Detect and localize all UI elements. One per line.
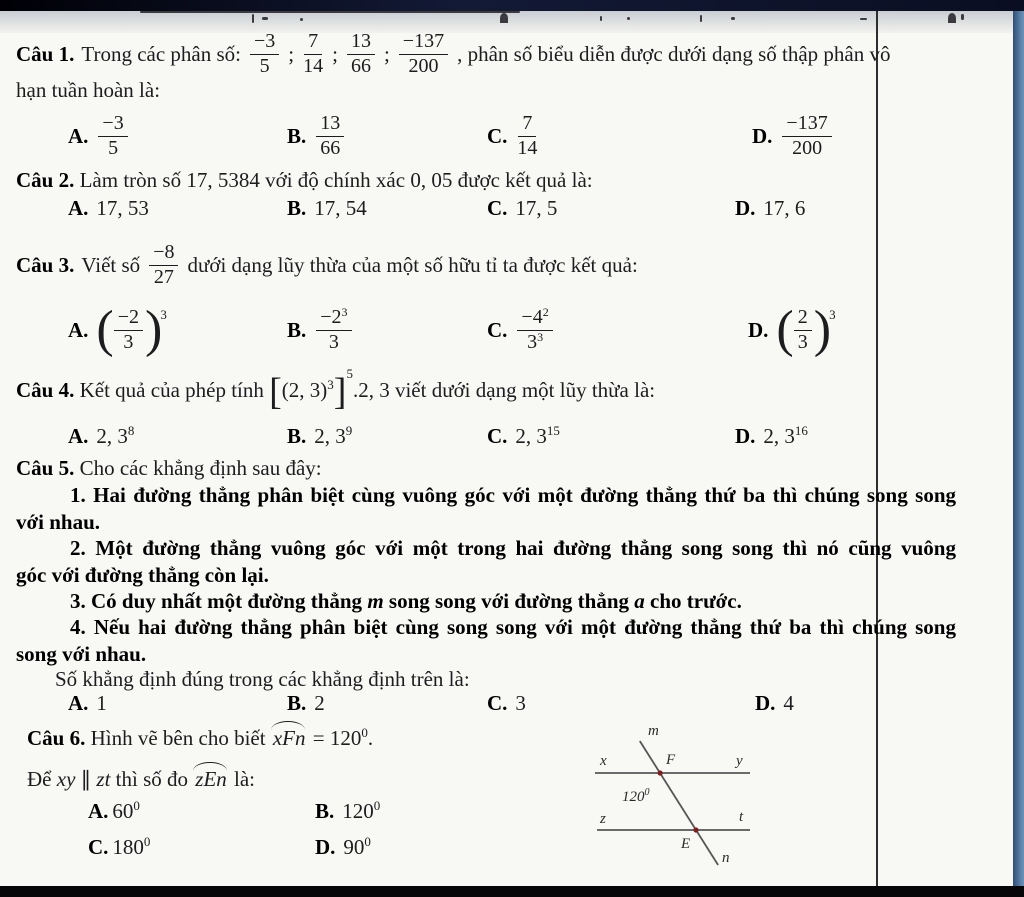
label-angle-120 xyxy=(622,787,650,805)
fraction xyxy=(316,307,351,353)
option-letter: B. xyxy=(287,317,307,342)
fraction-numerator: 7 xyxy=(304,31,322,55)
option-letter: A. xyxy=(68,424,89,448)
angle-notation-xFn: xFn xyxy=(271,723,308,751)
option-letter: A. xyxy=(88,799,109,823)
option-d xyxy=(755,691,794,716)
option-letter: D. xyxy=(735,424,756,448)
option-letter: C. xyxy=(487,196,508,220)
angle-value xyxy=(330,726,368,750)
statement-2-line1: 2. Một đường thẳng vuông góc với một trong hai đường thẳng song song thì nó cũng vuông xyxy=(70,536,956,560)
option-letter: D. xyxy=(315,835,336,859)
question-text: Trong các phân số: xyxy=(81,41,241,66)
fraction-denominator: 14 xyxy=(303,55,324,77)
option-a xyxy=(88,799,140,824)
option-letter: C. xyxy=(487,123,508,148)
question-6-line1 xyxy=(27,723,373,751)
label-n: n xyxy=(722,850,730,866)
crop-fragment xyxy=(731,17,735,20)
label-z: z xyxy=(600,811,606,827)
fraction-denominator: 5 xyxy=(259,55,270,77)
option-letter: D. xyxy=(748,317,769,342)
fraction xyxy=(347,31,375,77)
option-letter: A. xyxy=(68,317,89,342)
bottom-crop-bar xyxy=(0,886,1024,897)
question-1-line2: hạn tuần hoàn là: xyxy=(16,78,161,102)
outer-exponent: 5 xyxy=(346,366,353,381)
statement-4-line2: song với nhau. xyxy=(16,642,147,666)
question-1-line1 xyxy=(16,22,961,86)
option-letter: C. xyxy=(88,835,109,859)
option-c xyxy=(487,424,560,449)
statement-4-line1: 4. Nếu hai đường thẳng phân biệt cùng song song với một đường thẳng thứ ba thì chúng song xyxy=(70,615,956,639)
line-name-zt: zt xyxy=(96,767,111,791)
question-3-line xyxy=(16,236,638,294)
statement-text: song song với đường thẳng xyxy=(388,589,630,613)
question-label: Câu 6. xyxy=(27,726,86,750)
crop-fragment xyxy=(627,17,630,20)
option-letter: C. xyxy=(487,317,508,342)
label-t: t xyxy=(739,809,744,825)
option-b xyxy=(287,691,325,716)
right-edge-strip xyxy=(1013,11,1024,886)
crop-fragment xyxy=(140,11,520,13)
point-F-dot xyxy=(658,770,663,775)
parenthesized-power xyxy=(776,301,836,359)
degree-superscript: 0 xyxy=(143,834,151,849)
parallel-symbol: ∥ xyxy=(80,767,92,791)
option-letter: D. xyxy=(755,691,776,715)
option-value: 4 xyxy=(783,691,794,715)
exponent: 15 xyxy=(546,423,560,438)
fraction-numerator: −3 xyxy=(250,31,279,55)
multiplier: .2, 3 xyxy=(352,378,390,402)
option-d xyxy=(735,196,805,221)
fraction-numerator: 7 xyxy=(518,113,536,137)
exponent: 16 xyxy=(794,423,808,438)
fraction-denominator: 66 xyxy=(350,55,371,77)
question-2-line xyxy=(16,168,593,193)
exponent: 3 xyxy=(537,330,544,344)
option-value: 3 xyxy=(515,691,526,715)
statement-text: cho trước. xyxy=(650,589,742,613)
option-letter: B. xyxy=(287,123,307,148)
option-letter: B. xyxy=(287,196,307,220)
question-label: Câu 1. xyxy=(16,41,75,66)
option-value xyxy=(763,424,808,449)
right-paren: ) xyxy=(145,301,161,359)
exponent: 9 xyxy=(345,423,353,438)
option-letter: A. xyxy=(68,196,89,220)
power-base: 2, 3 xyxy=(314,424,346,448)
label-E: E xyxy=(681,836,691,852)
label-y: y xyxy=(736,753,743,769)
option-b xyxy=(315,799,380,824)
crop-fragment xyxy=(600,16,602,21)
fraction-numerator: −3 xyxy=(98,113,127,137)
separator: ; xyxy=(383,41,390,66)
question-text: Viết số xyxy=(81,252,141,277)
fraction-denominator: 66 xyxy=(320,137,341,159)
statement-1-line2: với nhau. xyxy=(16,510,100,534)
statement-3 xyxy=(70,589,742,614)
period: . xyxy=(367,726,374,750)
line-name-a: a xyxy=(634,589,645,613)
line-name-xy: xy xyxy=(56,767,76,791)
fraction-numerator: 2 xyxy=(794,307,812,331)
exponent: 2 xyxy=(542,305,549,319)
fraction-denominator: 27 xyxy=(153,266,174,288)
fraction-denominator: 5 xyxy=(108,137,119,159)
option-value xyxy=(112,835,150,860)
left-paren: ( xyxy=(96,301,112,359)
fraction xyxy=(782,113,831,159)
numerator-base: −2 xyxy=(320,306,342,328)
fraction-numerator: −137 xyxy=(782,113,831,137)
option-letter: D. xyxy=(735,196,756,220)
question-text: Kết quả của phép tính xyxy=(79,378,264,402)
option-d xyxy=(748,292,836,368)
numerator-base: −4 xyxy=(521,306,543,328)
option-c xyxy=(487,691,526,716)
option-c xyxy=(487,196,557,221)
option-d xyxy=(315,835,371,860)
fraction-denominator: 14 xyxy=(517,137,538,159)
parenthesized-power xyxy=(96,301,167,359)
option-letter: C. xyxy=(487,424,508,448)
question-label: Câu 2. xyxy=(16,168,75,192)
exponent: 3 xyxy=(160,307,167,322)
option-a xyxy=(68,196,149,221)
question-label: Câu 5. xyxy=(16,456,75,480)
right-bracket: ] xyxy=(333,371,347,413)
question-label: Câu 3. xyxy=(16,252,75,277)
degree-superscript: 0 xyxy=(373,798,381,813)
option-d xyxy=(735,424,808,449)
crop-fragment xyxy=(262,17,268,20)
degrees: 180 xyxy=(112,835,144,859)
degree-superscript: 0 xyxy=(364,834,371,849)
exponent: 8 xyxy=(127,423,135,438)
option-letter: C. xyxy=(487,691,508,715)
option-letter: A. xyxy=(68,123,89,148)
option-a xyxy=(68,106,130,166)
fraction-numerator: 13 xyxy=(347,31,375,55)
option-value xyxy=(515,424,560,449)
question-4-line xyxy=(16,366,656,413)
point-E-dot xyxy=(693,827,698,832)
option-letter: B. xyxy=(287,691,307,715)
line-name-m: m xyxy=(367,589,384,613)
question-label: Câu 4. xyxy=(16,378,75,402)
fraction-numerator: −2 xyxy=(114,307,143,331)
option-value: 2 xyxy=(314,691,325,715)
option-value: 17, 53 xyxy=(96,196,149,220)
option-value: 17, 5 xyxy=(515,196,558,220)
option-c xyxy=(487,106,539,166)
degrees: 120 xyxy=(342,799,374,823)
option-letter: B. xyxy=(287,424,307,448)
fraction xyxy=(114,307,143,353)
exponent: 3 xyxy=(341,305,348,319)
fraction-numerator xyxy=(316,307,351,331)
option-a xyxy=(68,292,167,368)
fraction xyxy=(517,307,552,353)
option-value: 17, 54 xyxy=(314,196,367,220)
option-b xyxy=(287,196,367,221)
power-base: 2, 3 xyxy=(96,424,128,448)
fraction xyxy=(316,113,344,159)
fraction xyxy=(303,31,323,77)
question-text: Để xyxy=(27,767,52,791)
power-base: 2, 3 xyxy=(763,424,795,448)
angle-degrees: 120 xyxy=(622,789,645,805)
option-value: 17, 6 xyxy=(763,196,806,220)
fraction xyxy=(517,113,537,159)
exponent: 3 xyxy=(829,307,836,322)
option-value xyxy=(112,799,140,824)
option-c xyxy=(88,835,150,860)
crop-fragment xyxy=(300,18,303,21)
label-m: m xyxy=(648,723,659,739)
question-text: là: xyxy=(234,767,256,791)
question-text: Làm tròn số 17, 5384 với độ chính xác 0, 05 được kết quả là: xyxy=(79,168,593,192)
equals-sign: = xyxy=(312,726,325,750)
fraction xyxy=(250,31,279,77)
statement-2-line2: góc với đường thẳng còn lại. xyxy=(16,563,269,587)
fraction-denominator: 3 xyxy=(797,331,808,353)
separator: ; xyxy=(288,41,295,66)
fraction-denominator: 200 xyxy=(792,137,823,159)
question-text: viết dưới dạng một lũy thừa là: xyxy=(394,378,656,402)
crop-fragment xyxy=(700,15,702,22)
fraction xyxy=(149,242,178,288)
label-F: F xyxy=(666,752,676,768)
separator: ; xyxy=(332,41,338,66)
fraction-denominator: 200 xyxy=(408,55,439,77)
option-c xyxy=(487,292,555,368)
option-value xyxy=(96,424,134,449)
fraction-denominator: 3 xyxy=(123,331,134,353)
question-text: Cho các khẳng định sau đây: xyxy=(79,456,322,480)
question-text: , phân số biểu diễn được dưới dạng số thập phân vô xyxy=(457,41,891,66)
option-letter: D. xyxy=(752,123,773,148)
fraction-numerator: −8 xyxy=(149,242,178,266)
option-value: 1 xyxy=(96,691,107,715)
question-text: thì số đo xyxy=(115,767,189,791)
option-b xyxy=(287,424,352,449)
crop-fragment xyxy=(860,18,867,20)
question-6-line2 xyxy=(27,764,255,792)
degrees: 90 xyxy=(343,835,365,859)
option-d xyxy=(752,106,834,166)
fraction xyxy=(794,307,812,353)
fraction-numerator xyxy=(517,307,552,331)
power-base: 2, 3 xyxy=(515,424,547,448)
statement-text: 3. Có duy nhất một đường thẳng xyxy=(70,589,363,613)
left-paren: ( xyxy=(776,301,792,359)
degree-superscript: 0 xyxy=(361,725,368,740)
right-paren: ) xyxy=(813,301,830,359)
question-5-header xyxy=(16,456,322,481)
crop-fragment xyxy=(961,14,964,20)
geometry-figure xyxy=(578,714,823,886)
fraction-denominator: 3 xyxy=(328,331,339,353)
angle-notation-zEn: zEn xyxy=(193,764,229,792)
option-value xyxy=(342,799,380,824)
fraction xyxy=(399,31,448,77)
transversal-mn xyxy=(640,741,718,865)
question-text: dưới dạng lũy thừa của một số hữu tỉ ta được kết quả: xyxy=(187,252,638,277)
degree-superscript: 0 xyxy=(133,798,140,813)
option-b xyxy=(287,106,346,166)
parallel-lines-diagram xyxy=(578,714,823,886)
option-a xyxy=(68,424,134,449)
fraction-denominator xyxy=(527,331,543,353)
top-crop-bar xyxy=(0,0,1024,11)
option-letter: A. xyxy=(68,691,89,715)
fraction-numerator: −137 xyxy=(399,31,448,55)
option-value xyxy=(314,424,352,449)
question-5-prompt: Số khẳng định đúng trong các khẳng định trên là: xyxy=(55,667,470,691)
fraction-numerator: 13 xyxy=(316,113,344,137)
denominator-base: 3 xyxy=(527,331,538,353)
option-value xyxy=(343,835,371,860)
left-bracket: [ xyxy=(269,371,282,413)
option-a xyxy=(68,691,107,716)
fraction xyxy=(98,113,127,159)
degree-superscript: 0 xyxy=(644,787,650,798)
label-x: x xyxy=(600,753,607,769)
question-text: Hình vẽ bên cho biết xyxy=(90,726,266,750)
page-margin-rule xyxy=(876,11,878,886)
inner-exponent: 3 xyxy=(327,377,334,392)
degrees: 60 xyxy=(112,799,134,823)
angle-degrees: 120 xyxy=(329,726,362,750)
statement-1-line1: 1. Hai đường thẳng phân biệt cùng vuông góc với một đường thẳng thứ ba thì chúng song song xyxy=(70,483,956,507)
power-base: (2, 3) xyxy=(281,378,328,402)
option-letter: B. xyxy=(315,799,335,823)
option-b xyxy=(287,292,354,368)
